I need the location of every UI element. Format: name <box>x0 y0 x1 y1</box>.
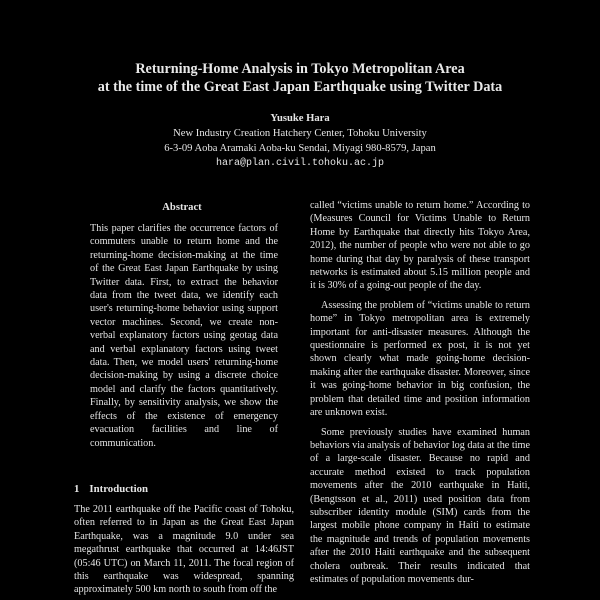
section-number: 1 <box>74 483 80 495</box>
right-column <box>310 199 530 586</box>
abstract-text: This paper clarifies the occurrence factors of commuters unable to return home and the returning-home decision-making at the time of the Great East Japan Earthquake by using Twitter data. First, to extract the behavior data from the tweet data, we identify each user's returning-home behavior using support vector machines. Second, we create non-verbal explanatory factors using geotag data and verbal explanatory factors using tweet data. Then, we model users' returning-home decision-making by using a discrete choice model and clarify the factors quantitatively. Finally, by sensitivity analysis, we show the effects of the existence of emergency evacuation facilities and line of communication. <box>90 223 278 449</box>
section-heading-introduction <box>74 483 148 496</box>
right-paragraph-1: called “victims unable to return home.” According to (Measures Council for Victims Unable to Return Home by Earthquake that directly hits Tokyo Area, 2012), the number of people who were not able to go home during that day by paralysis of these transport networks is estimated about 5.15 million people and it is 30% of a going-out people of the day. <box>310 200 530 292</box>
author-email[interactable]: hara@plan.civil.tohoku.ac.jp <box>215 158 385 169</box>
introduction-body <box>74 503 294 597</box>
author-name: Yusuke Hara <box>270 113 330 124</box>
affiliation-line-2: 6-3-09 Aoba Aramaki Aoba-ku Sendai, Miyagi 980-8579, Japan <box>164 143 436 154</box>
introduction-paragraph: The 2011 earthquake off the Pacific coast of Tohoku, often referred to in Japan as the Great East Japan Earthquake, was a magnitude 9.0 under sea megathrust earthquake that occurred at 14:46JST (05:46 UTC) on March 11, 2011. The focal region of this earthquake was widespread, spanning approximately 500 km north to south from off the <box>74 504 294 596</box>
title-line-2: at the time of the Great East Japan Earthquake using Twitter Data <box>97 79 503 95</box>
right-paragraph-3: Some previously studies have examined human behaviors via analysis of behavior log data at the time of a large-scale disaster. Because no rapid and accurate method existed to track population movements after the 2010 earthquake in Haiti, (Bengtsson et al., 2011) used position data from subscriber identity module (SIM) cards from the largest mobile phone company in Haiti to estimate the magnitude and trends of population movements after the 2010 Haiti earthquake and the subsequent cholera outbreak. Their results indicated that estimates of population movements dur- <box>310 426 530 585</box>
affiliation-line-1: New Industry Creation Hatchery Center, Tohoku University <box>173 128 427 139</box>
abstract-body <box>90 222 278 450</box>
right-paragraph-2: Assessing the problem of “victims unable to return home” in Tokyo metropolitan area is extremely important for anti-disaster measures. Although the questionnaire is performed ex post, it is not yet shown clearly what made going-home decision-making after the earthquake disaster. Moreover, since it was going-home behavior in big confusion, the problem that detailed time and position information are unknown exist. <box>310 299 530 419</box>
title-line-1: Returning-Home Analysis in Tokyo Metropolitan Area <box>135 61 465 77</box>
author-affiliation <box>0 126 600 171</box>
paper-title <box>0 60 600 96</box>
abstract-heading: Abstract <box>162 202 202 213</box>
section-title: Introduction <box>89 483 149 495</box>
